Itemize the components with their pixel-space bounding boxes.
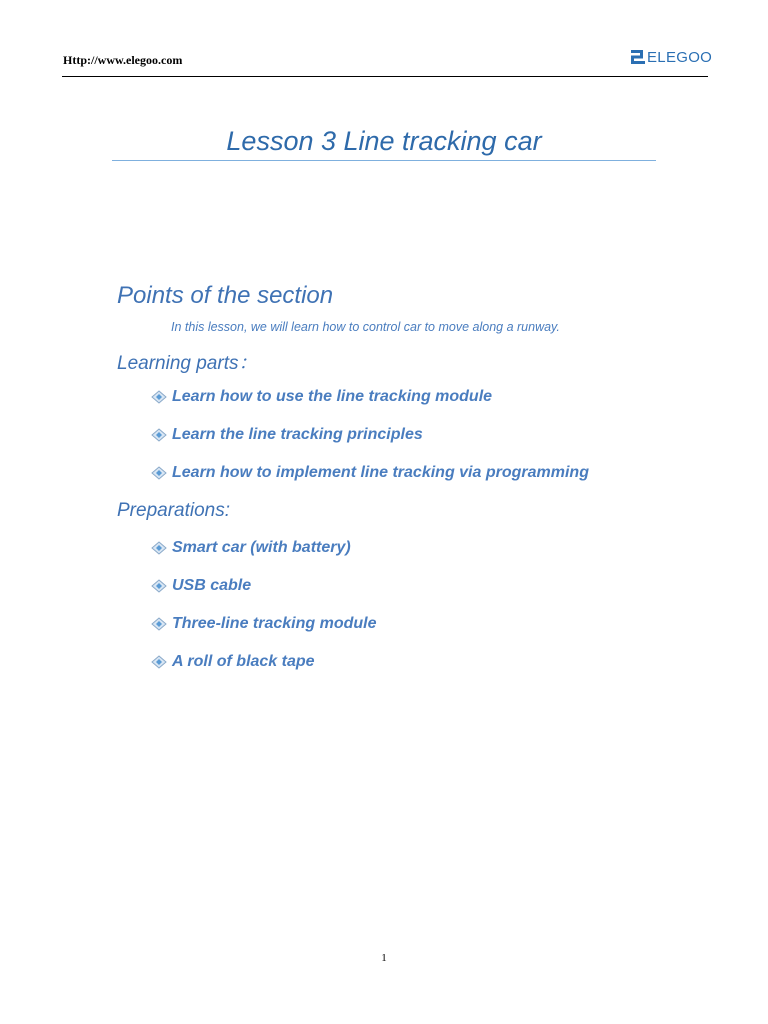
diamond-bullet-icon [150, 390, 168, 404]
preparation-item-label: Three-line tracking module [172, 615, 377, 632]
header-url: Http://www.elegoo.com [63, 53, 183, 67]
diamond-bullet-icon [150, 466, 168, 480]
preparation-item [150, 653, 315, 671]
page-title: Lesson 3 Line tracking car [226, 126, 542, 156]
page-number: 1 [381, 952, 387, 964]
diamond-bullet-icon [150, 617, 168, 631]
elegoo-logo [630, 48, 712, 66]
header-divider [62, 76, 708, 77]
preparation-item-label: A roll of black tape [172, 653, 315, 670]
learning-item-label: Learn how to use the line tracking module [172, 388, 493, 405]
intro-text: In this lesson, we will learn how to control car to move along a runway. [171, 320, 560, 334]
preparation-item [150, 539, 351, 557]
preparations-heading: Preparations: [117, 500, 231, 521]
elegoo-logo-icon [630, 49, 646, 65]
learning-item [150, 464, 589, 482]
diamond-bullet-icon [150, 579, 168, 593]
learning-item-label: Learn how to implement line tracking via programming [172, 464, 589, 481]
preparation-item [150, 577, 251, 595]
learning-item [150, 426, 423, 444]
diamond-bullet-icon [150, 541, 168, 555]
preparation-item-label: USB cable [172, 577, 252, 594]
learning-parts-heading: Learning parts： [117, 353, 258, 374]
diamond-bullet-icon [150, 428, 168, 442]
logo-text: ELEGOO [647, 48, 713, 66]
learning-item [150, 388, 492, 406]
preparation-item [150, 615, 376, 633]
diamond-bullet-icon [150, 655, 168, 669]
preparation-item-label: Smart car (with battery) [172, 539, 351, 556]
title-underline [112, 160, 656, 161]
learning-item-label: Learn the line tracking principles [172, 426, 423, 443]
points-heading: Points of the section [117, 282, 334, 309]
